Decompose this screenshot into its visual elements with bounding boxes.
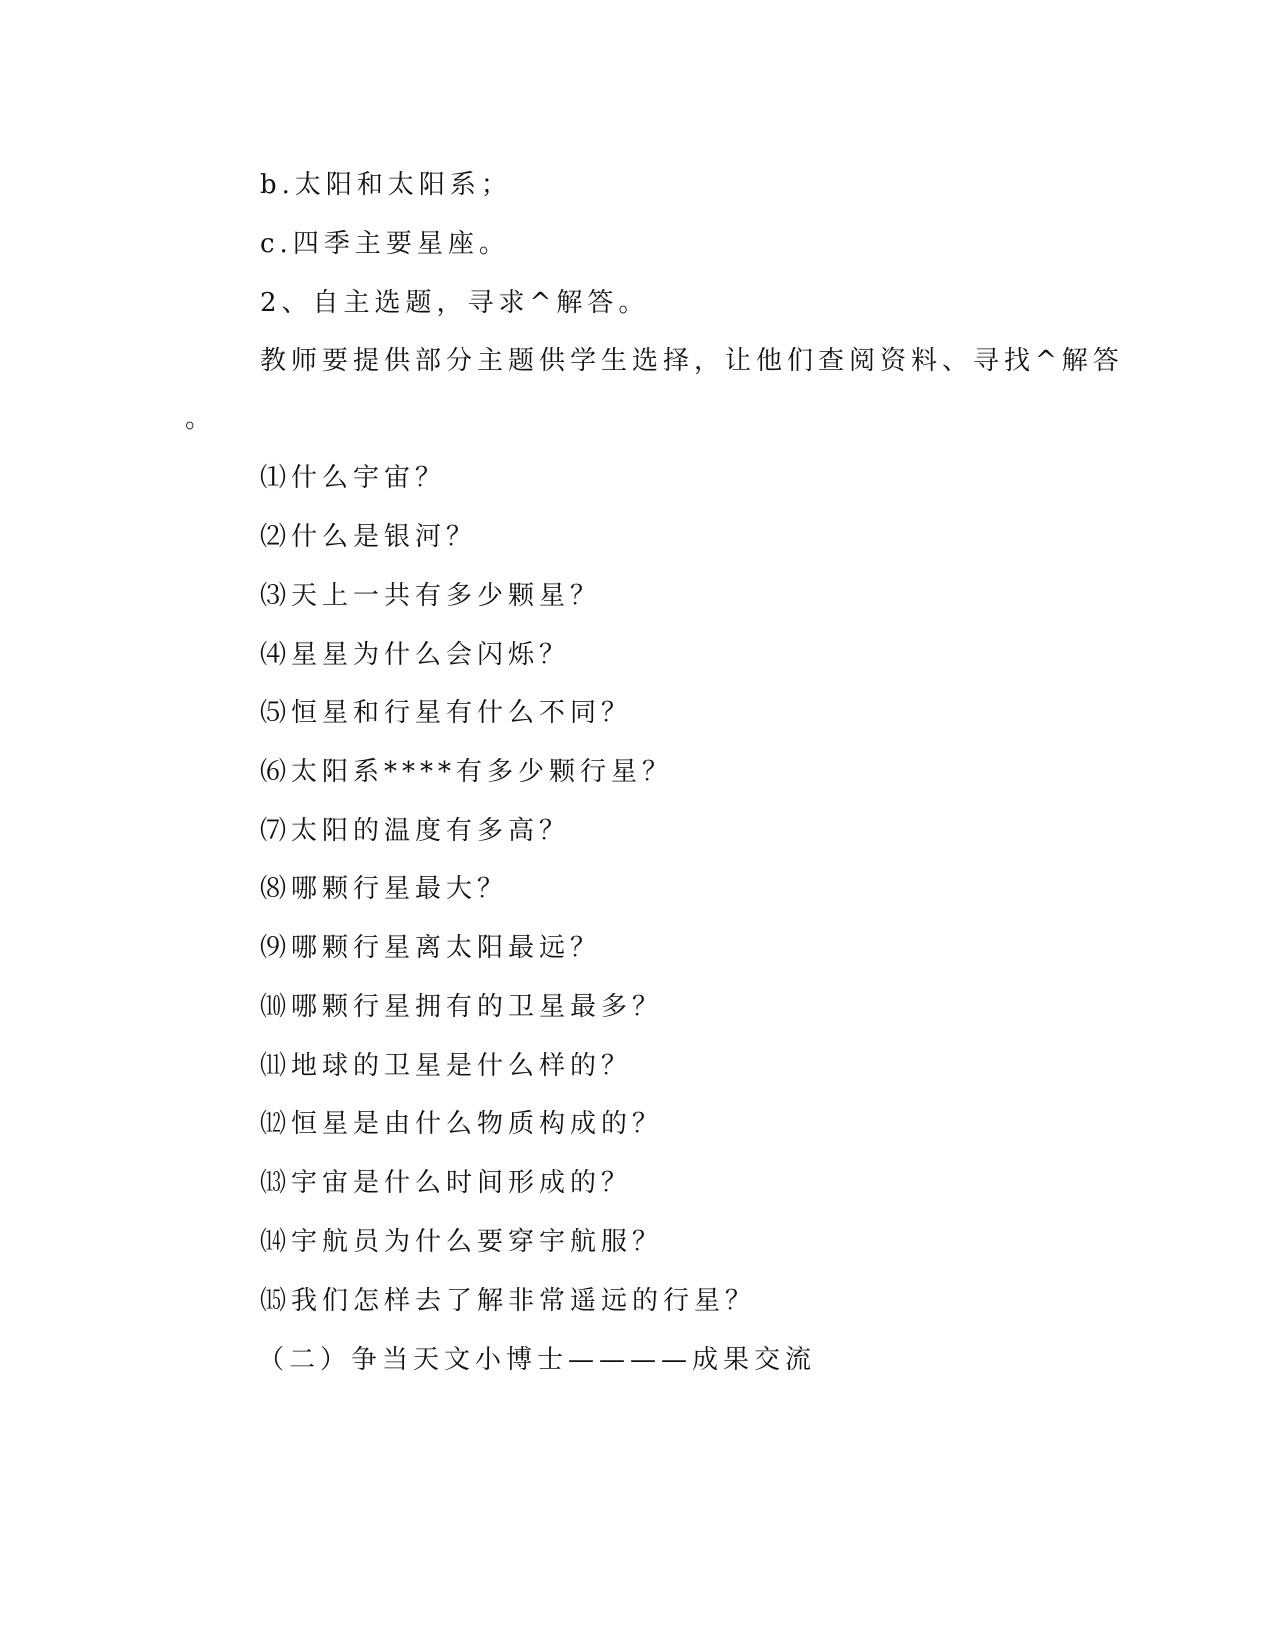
question-item: ⑸恒星和行星有什么不同？ <box>260 698 633 728</box>
section-heading: （二）争当天文小博士————成果交流 <box>258 1345 817 1375</box>
question-item: ⑻哪颗行星最大？ <box>260 874 509 904</box>
question-item: ⑶天上一共有多少颗星？ <box>260 581 602 611</box>
question-item: ⑼哪颗行星离太阳最远？ <box>260 933 602 963</box>
question-item: ⑺太阳的温度有多高？ <box>260 816 571 846</box>
intro-item-b: b.太阳和太阳系； <box>260 170 512 200</box>
question-item: ⑷星星为什么会闪烁？ <box>260 640 571 670</box>
teacher-note-end: 。 <box>185 404 217 434</box>
question-item: ⑴什么宇宙？ <box>260 463 447 493</box>
step-2-heading: 2、自主选题，寻求^解答。 <box>260 288 650 318</box>
intro-item-c: c.四季主要星座。 <box>260 229 510 259</box>
question-item: ⒁宇航员为什么要穿宇航服？ <box>260 1227 664 1257</box>
question-item: ⑽哪颗行星拥有的卫星最多？ <box>260 992 664 1022</box>
question-item: ⑿恒星是由什么物质构成的？ <box>260 1109 664 1139</box>
teacher-note: 教师要提供部分主题供学生选择，让他们查阅资料、寻找^解答 <box>260 346 1124 376</box>
question-item: ⑹太阳系****有多少颗行星？ <box>260 757 674 787</box>
question-item: ⑾地球的卫星是什么样的？ <box>260 1051 633 1081</box>
question-item: ⑵什么是银河？ <box>260 522 478 552</box>
question-item: ⒀宇宙是什么时间形成的？ <box>260 1168 633 1198</box>
question-item: ⒂我们怎样去了解非常遥远的行星？ <box>260 1286 757 1316</box>
